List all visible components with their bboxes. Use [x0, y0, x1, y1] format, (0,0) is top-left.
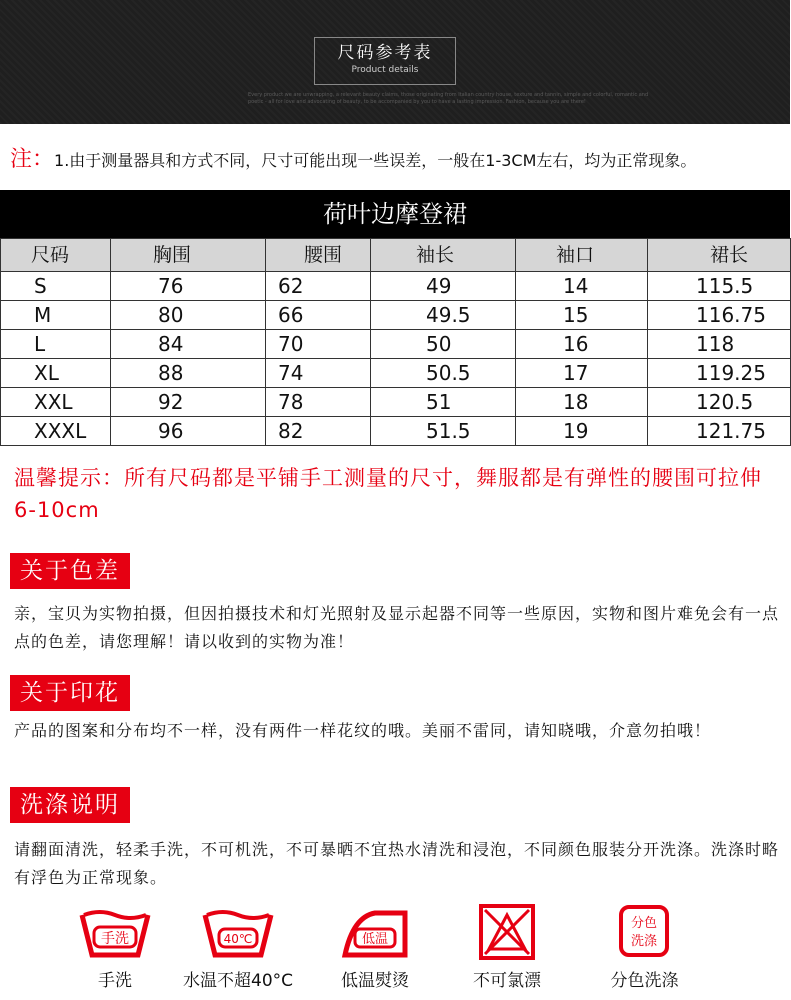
cell-cuff: 17 — [516, 359, 648, 388]
water-temp-badge: 40℃ — [223, 932, 253, 946]
header-bust: 胸围 — [111, 239, 266, 272]
separate-wash-badge-1: 分色 — [630, 916, 657, 931]
cell-skirt-length: 121.75 — [648, 417, 791, 446]
cell-waist: 70 — [266, 330, 371, 359]
cell-cuff: 19 — [516, 417, 648, 446]
section-title-color-difference: 关于色差 — [10, 553, 130, 589]
care-hand-wash — [70, 903, 160, 993]
care-label-water-temp: 水温不超40°C — [183, 971, 294, 991]
cell-cuff: 15 — [516, 301, 648, 330]
care-label-separate-wash: 分色洗涤 — [610, 971, 679, 991]
no-bleach-icon — [477, 903, 537, 961]
cell-bust: 92 — [111, 388, 266, 417]
care-no-bleach — [462, 903, 552, 993]
cell-bust: 88 — [111, 359, 266, 388]
cell-size: XXL — [1, 388, 111, 417]
fine-print-2: poetic - all for love and advocating of beauty, to be accompanied by you to have a lasting impression. Fashion, because you are there! — [248, 99, 586, 105]
measurement-note — [10, 140, 785, 181]
cell-sleeve-length: 51.5 — [371, 417, 516, 446]
note-text: 1.由于测量器具和方式不同，尺寸可能出现一些误差，一般在1-3CM左右，均为正常现象。 — [54, 151, 697, 170]
cell-waist: 82 — [266, 417, 371, 446]
section-body-color-difference: 亲，宝贝为实物拍摄，但因拍摄技术和灯光照射及显示起器不同等一些原因，实物和图片难免会有一点点的色差，请您理解！请以收到的实物为准！ — [14, 604, 780, 651]
cell-bust: 80 — [111, 301, 266, 330]
page-subtitle: Product details — [351, 65, 419, 75]
table-row — [1, 330, 791, 359]
cell-skirt-length: 119.25 — [648, 359, 791, 388]
cell-waist: 66 — [266, 301, 371, 330]
care-label-no-bleach: 不可氯漂 — [473, 971, 541, 991]
separate-wash-icon — [615, 903, 675, 961]
care-separate-wash — [597, 903, 692, 993]
cell-skirt-length: 118 — [648, 330, 791, 359]
table-row — [1, 388, 791, 417]
cell-bust: 96 — [111, 417, 266, 446]
header-size: 尺码 — [1, 239, 111, 272]
table-title: 荷叶边摩登裙 — [0, 190, 790, 238]
note-label: 注： — [10, 147, 55, 172]
header-waist: 腰围 — [266, 239, 371, 272]
cell-bust: 76 — [111, 272, 266, 301]
header-skirt-length: 裙长 — [648, 239, 791, 272]
header-sleeve-length: 袖长 — [371, 239, 516, 272]
care-low-iron — [330, 903, 420, 993]
hand-wash-icon — [76, 903, 154, 961]
cell-sleeve-length: 49.5 — [371, 301, 516, 330]
low-iron-icon — [339, 903, 411, 961]
cell-cuff: 18 — [516, 388, 648, 417]
section-title-washing: 洗涤说明 — [10, 787, 130, 823]
cell-size: L — [1, 330, 111, 359]
page-title: 尺码参考表 — [337, 43, 433, 63]
table-row — [1, 301, 791, 330]
cell-waist: 62 — [266, 272, 371, 301]
cell-cuff: 16 — [516, 330, 648, 359]
cell-bust: 84 — [111, 330, 266, 359]
cell-cuff: 14 — [516, 272, 648, 301]
separate-wash-badge-2: 洗涤 — [630, 934, 657, 949]
care-label-hand-wash: 手洗 — [98, 971, 132, 991]
cell-sleeve-length: 51 — [371, 388, 516, 417]
cell-size: S — [1, 272, 111, 301]
cell-skirt-length: 116.75 — [648, 301, 791, 330]
water-temp-icon — [199, 903, 277, 961]
cell-size: M — [1, 301, 111, 330]
table-row — [1, 417, 791, 446]
cell-skirt-length: 115.5 — [648, 272, 791, 301]
section-body-print: 产品的图案和分布均不一样，没有两件一样花纹的哦。美丽不雷同，请知晓哦，介意勿拍哦！ — [14, 721, 712, 740]
cell-size: XXXL — [1, 417, 111, 446]
cell-sleeve-length: 50 — [371, 330, 516, 359]
section-title-print: 关于印花 — [10, 675, 130, 711]
care-label-low-iron: 低温熨烫 — [341, 971, 409, 991]
table-row — [1, 272, 791, 301]
size-tip: 温馨提示：所有尺码都是平铺手工测量的尺寸，舞服都是有弹性的腰围可拉伸6-10cm — [14, 466, 762, 522]
header-banner — [0, 0, 790, 124]
title-box — [314, 37, 456, 85]
hand-wash-badge: 手洗 — [101, 931, 129, 947]
fine-print-1: Every product we are unwrapping, a relevant beauty claims, those originating from Italian country house, texture and tannin, simple and colorful, romantic and — [248, 92, 649, 98]
table-header-row — [1, 239, 791, 272]
section-body-washing: 请翻面清洗，轻柔手洗，不可机洗，不可暴晒不宜热水清洗和浸泡，不同颜色服装分开洗涤。洗涤时略有浮色为正常现象。 — [14, 840, 780, 887]
cell-skirt-length: 120.5 — [648, 388, 791, 417]
low-iron-badge: 低温 — [361, 932, 389, 947]
size-table — [0, 238, 791, 446]
cell-sleeve-length: 50.5 — [371, 359, 516, 388]
cell-waist: 78 — [266, 388, 371, 417]
care-water-temp — [183, 903, 293, 993]
cell-size: XL — [1, 359, 111, 388]
table-row — [1, 359, 791, 388]
cell-waist: 74 — [266, 359, 371, 388]
header-cuff: 袖口 — [516, 239, 648, 272]
cell-sleeve-length: 49 — [371, 272, 516, 301]
